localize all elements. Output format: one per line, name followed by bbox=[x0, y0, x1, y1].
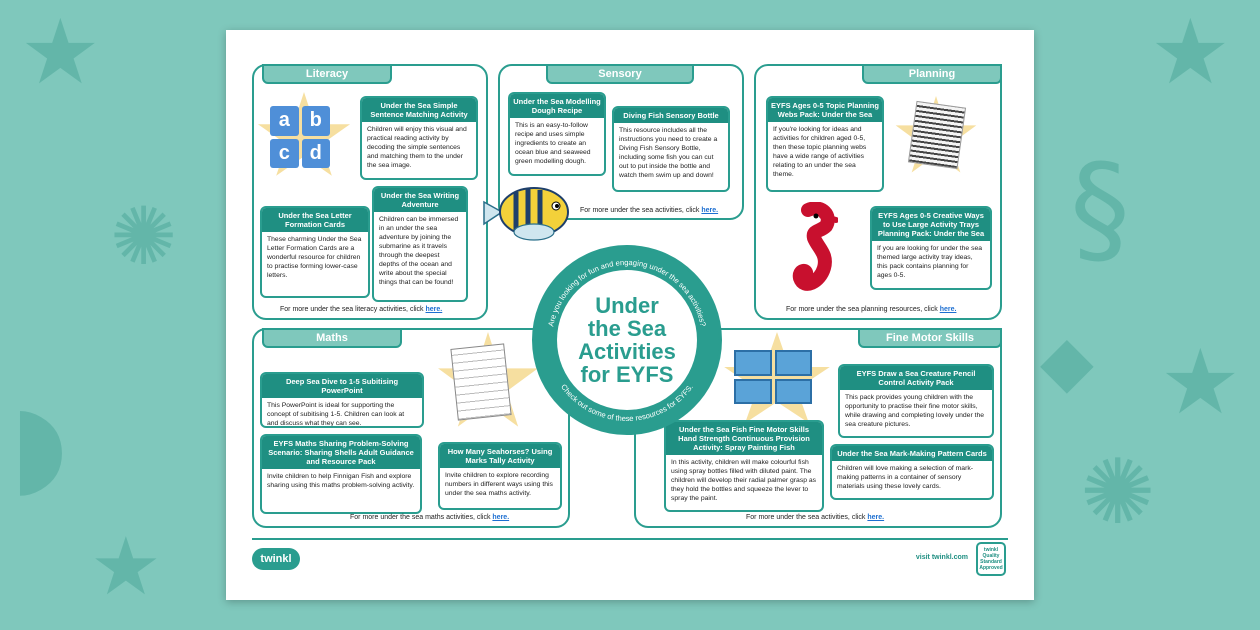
seahorse-icon: § bbox=[1070, 140, 1130, 279]
sensory-here-link[interactable]: here. bbox=[701, 207, 719, 214]
card-sentence-matching[interactable] bbox=[360, 96, 478, 180]
planning-here-link[interactable]: here. bbox=[939, 306, 957, 313]
starfish-icon: ★ bbox=[1160, 330, 1241, 435]
footer-divider bbox=[252, 538, 1008, 540]
card-title: Under the Sea Writing Adventure bbox=[374, 188, 466, 212]
card-body: This PowerPoint is ideal for supporting the concept of subitising 1-5. Children can look at and discuss what they can see. bbox=[267, 402, 405, 427]
card-topic-planning-webs[interactable] bbox=[766, 96, 884, 192]
title-line: Activities bbox=[578, 339, 676, 364]
tropical-fish-icon bbox=[480, 182, 572, 244]
footer-text: For more under the sea activities, click bbox=[580, 207, 700, 214]
twinkl-logo[interactable]: twinkl bbox=[252, 548, 300, 570]
letter-card-b: b bbox=[302, 106, 331, 136]
card-body: Invite children to help Finnigan Fish and explore sharing using this maths problem-solving activity. bbox=[267, 473, 415, 489]
card-title: Under the Sea Letter Formation Cards bbox=[262, 208, 368, 232]
card-title: Diving Fish Sensory Bottle bbox=[614, 108, 728, 123]
footer-text: For more under the sea planning resources, click bbox=[786, 306, 938, 313]
card-body: In this activity, children will make colourful fish using spray bottles filled with diluted paint. The children will develop their radial palmer grasp as they hold the bottles and squeeze the lever to spray the paint. bbox=[671, 459, 817, 502]
ring-top-text: Are you looking for fun and engaging under the sea activities? bbox=[546, 257, 708, 328]
card-modelling-dough[interactable] bbox=[508, 92, 606, 176]
card-pencil-control[interactable] bbox=[838, 364, 994, 438]
center-title-badge bbox=[532, 245, 722, 435]
card-body: These charming Under the Sea Letter Formation Cards are a wonderful resource for children to practise forming lower-case letters. bbox=[267, 236, 362, 279]
visit-link[interactable]: visit twinkl.com bbox=[915, 554, 968, 561]
card-body: This resource includes all the instructions you need to create a Diving Fish Sensory Bottle, including some fish you can cut out to put inside the bottle and watch them swim up and down! bbox=[619, 127, 718, 179]
ring-bottom-text: Check out some of these resources for EYFS. bbox=[559, 382, 695, 424]
card-seahorses-tally[interactable] bbox=[438, 442, 562, 510]
planning-tab: Planning bbox=[862, 64, 1002, 84]
footer-text: For more under the sea activities, click bbox=[746, 514, 866, 521]
card-sharing-shells[interactable] bbox=[260, 434, 422, 514]
crab-icon: ✺ bbox=[110, 190, 178, 283]
letter-cards-thumbnail bbox=[270, 106, 330, 168]
pattern-card bbox=[775, 379, 813, 405]
fine-motor-footer bbox=[746, 514, 884, 521]
card-title: Under the Sea Simple Sentence Matching Activity bbox=[362, 98, 476, 122]
seahorse-icon bbox=[786, 202, 838, 298]
planning-webs-thumbnail bbox=[908, 101, 966, 169]
literacy-here-link[interactable]: here. bbox=[425, 306, 443, 313]
crab-icon: ✺ bbox=[1080, 440, 1156, 545]
tally-sheet-thumbnail bbox=[450, 343, 511, 420]
card-title: EYFS Ages 0-5 Creative Ways to Use Large Activity Trays Planning Pack: Under the Sea bbox=[872, 208, 990, 241]
card-writing-adventure[interactable] bbox=[372, 186, 468, 302]
pattern-card bbox=[734, 350, 772, 376]
card-title: Deep Sea Dive to 1-5 Subitising PowerPoint bbox=[262, 374, 422, 398]
letter-card-d: d bbox=[302, 139, 331, 169]
card-sensory-bottle[interactable] bbox=[612, 106, 730, 192]
card-body: If you are looking for under the sea themed large activity tray ideas, this pack contains planning for ages 0-5. bbox=[877, 245, 983, 279]
fine-motor-tab: Fine Motor Skills bbox=[858, 328, 1002, 348]
literacy-footer bbox=[280, 306, 442, 313]
card-body: Invite children to explore recording numbers in different ways using this under the sea maths activity. bbox=[445, 472, 553, 497]
card-title: Under the Sea Modelling Dough Recipe bbox=[510, 94, 604, 118]
card-subitising-powerpoint[interactable] bbox=[260, 372, 424, 428]
activity-sheet bbox=[226, 30, 1034, 600]
maths-tab: Maths bbox=[262, 328, 402, 348]
center-inner-circle bbox=[557, 270, 697, 410]
card-body: Children will love making a selection of mark-making patterns in a container of sensory materials using these lovely cards. bbox=[837, 465, 973, 490]
quality-badge-icon: twinkl Quality Standard Approved bbox=[976, 542, 1006, 576]
maths-here-link[interactable]: here. bbox=[492, 514, 510, 521]
pattern-card bbox=[775, 350, 813, 376]
sensory-footer bbox=[580, 207, 718, 214]
card-mark-making[interactable] bbox=[830, 444, 994, 500]
card-large-activity-trays[interactable] bbox=[870, 206, 992, 290]
sensory-tab: Sensory bbox=[546, 64, 694, 84]
title-line: the Sea bbox=[587, 316, 667, 341]
card-title: How Many Seahorses? Using Marks Tally Activity bbox=[440, 444, 560, 468]
seashell-icon: ◗ bbox=[10, 380, 68, 508]
card-title: Under the Sea Fish Fine Motor Skills Hand Strength Continuous Provision Activity: Spray Painting Fish bbox=[666, 422, 822, 455]
pattern-card bbox=[734, 379, 772, 405]
literacy-tab: Literacy bbox=[262, 64, 392, 84]
card-body: Children will enjoy this visual and practical reading activity by decoding the simple sentences and matching them to the under the sea image. bbox=[367, 126, 467, 169]
card-title: EYFS Ages 0-5 Topic Planning Webs Pack: Under the Sea bbox=[768, 98, 882, 122]
card-title: EYFS Maths Sharing Problem-Solving Scenario: Sharing Shells Adult Guidance and Resource Pack bbox=[262, 436, 420, 469]
card-title: EYFS Draw a Sea Creature Pencil Control Activity Pack bbox=[840, 366, 992, 390]
card-body: If you're looking for ideas and activities for children aged 0-5, then these topic planning webs have a wide range of activities relating to an under the sea theme. bbox=[773, 126, 867, 178]
starfish-icon: ★ bbox=[20, 0, 101, 105]
card-body: Children can be immersed in an under the sea adventure by joining the submarine as it travels through the deepest depths of the ocean and write about the special things that can be found! bbox=[379, 216, 459, 286]
starfish-icon: ★ bbox=[1150, 0, 1231, 105]
fish-icon: ◆ bbox=[1040, 320, 1094, 402]
footer-text: For more under the sea maths activities, click bbox=[350, 514, 491, 521]
letter-card-c: c bbox=[270, 139, 299, 169]
footer-text: For more under the sea literacy activities, click bbox=[280, 306, 424, 313]
maths-footer bbox=[350, 514, 509, 521]
planning-footer bbox=[786, 306, 956, 313]
starfish-icon: ★ bbox=[90, 520, 162, 613]
card-body: This pack provides young children with the opportunity to practise their fine motor skills, while drawing and completing lovely under the sea creature pictures. bbox=[845, 394, 985, 428]
card-letter-formation[interactable] bbox=[260, 206, 370, 298]
card-body: This is an easy-to-follow recipe and uses simple ingredients to create an ocean blue and seaweed green modelling dough. bbox=[515, 122, 591, 165]
pattern-cards-thumbnail bbox=[734, 350, 812, 404]
letter-card-a: a bbox=[270, 106, 299, 136]
card-title: Under the Sea Mark-Making Pattern Cards bbox=[832, 446, 992, 461]
title-line: Under bbox=[595, 293, 659, 318]
fine-motor-here-link[interactable]: here. bbox=[867, 514, 885, 521]
page-title bbox=[578, 294, 676, 386]
title-line: for EYFS bbox=[580, 362, 674, 387]
